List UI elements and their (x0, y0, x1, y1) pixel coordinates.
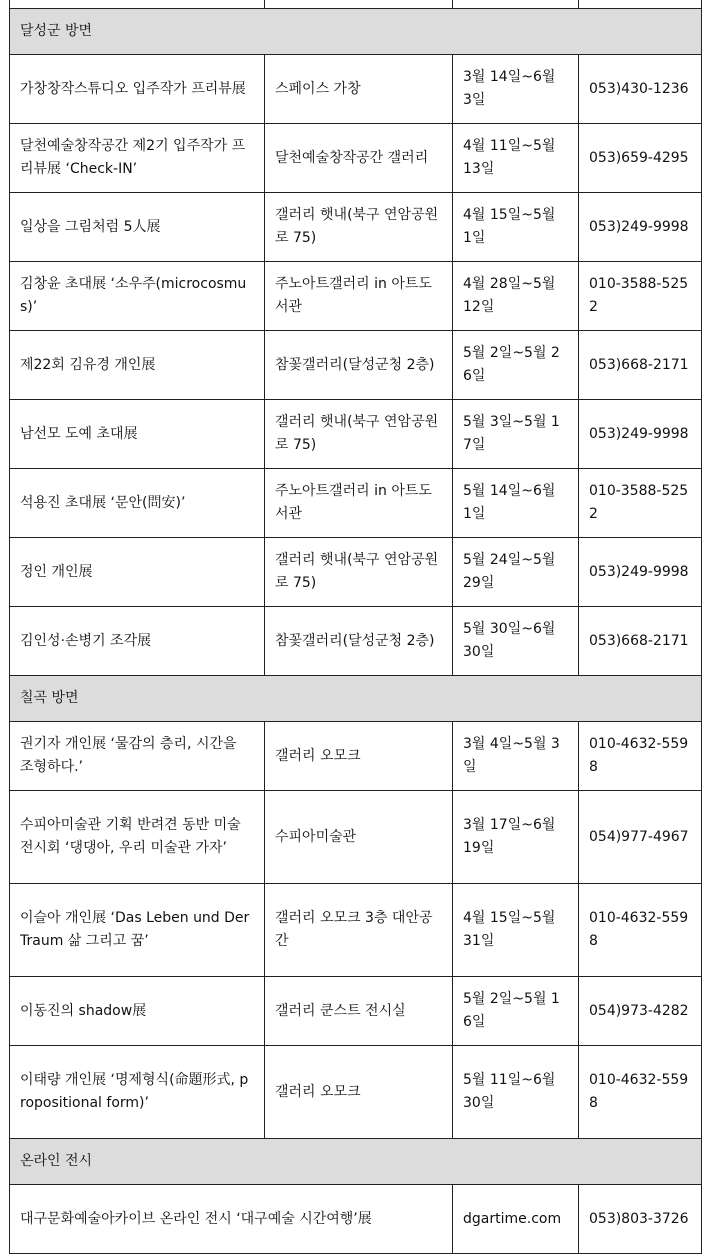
exhibition-venue: 갤러리 햇내(북구 연암공원로 75) (265, 400, 453, 469)
exhibition-name: 남선모 도예 초대展 (10, 400, 265, 469)
exhibition-venue: 수피아미술관 (265, 791, 453, 884)
exhibition-phone: 053)668-2171 (579, 331, 702, 400)
exhibition-date: 4월 15일~5월 31일 (453, 884, 579, 977)
exhibition-venue: 스페이스 가창 (265, 55, 453, 124)
exhibition-name: 제22회 김유경 개인展 (10, 331, 265, 400)
section-header (10, 676, 702, 722)
table-row (10, 124, 702, 193)
section-header (10, 1139, 702, 1185)
exhibition-date: 3월 14일~6월 3일 (453, 55, 579, 124)
exhibition-phone: 053)249-9998 (579, 193, 702, 262)
table-row (10, 722, 702, 791)
table-row (10, 331, 702, 400)
exhibition-phone: 053)803-3726 (579, 1185, 702, 1254)
exhibition-phone: 054)973-4282 (579, 977, 702, 1046)
exhibition-date: 4월 15일~5월 1일 (453, 193, 579, 262)
exhibition-table (9, 0, 702, 1254)
exhibition-venue: 주노아트갤러리 in 아트도서관 (265, 262, 453, 331)
exhibition-date: 5월 2일~5월 16일 (453, 977, 579, 1046)
exhibition-phone: 053)430-1236 (579, 55, 702, 124)
exhibition-name: 대구문화예술아카이브 온라인 전시 ‘대구예술 시간여행’展 (10, 1185, 453, 1254)
exhibition-date: 5월 3일~5월 17일 (453, 400, 579, 469)
table-row (10, 977, 702, 1046)
exhibition-name: 김인성·손병기 조각展 (10, 607, 265, 676)
exhibition-venue: 갤러리 쿤스트 전시실 (265, 977, 453, 1046)
exhibition-date: 5월 24일~5월 29일 (453, 538, 579, 607)
exhibition-date: 4월 28일~5월 12일 (453, 262, 579, 331)
exhibition-venue: 갤러리 오모크 (265, 722, 453, 791)
table-row (10, 193, 702, 262)
exhibition-date: 5월 11일~6월 30일 (453, 1046, 579, 1139)
exhibition-name: 정인 개인展 (10, 538, 265, 607)
table-row (10, 607, 702, 676)
exhibition-venue: 갤러리 오모크 3층 대안공간 (265, 884, 453, 977)
exhibition-name: 권기자 개인展 ‘물감의 층리, 시간을 조형하다.’ (10, 722, 265, 791)
exhibition-date: 4월 11일~5월 13일 (453, 124, 579, 193)
exhibition-venue: dgartime.com (453, 1185, 579, 1254)
exhibition-phone: 054)977-4967 (579, 791, 702, 884)
exhibition-name: 김창윤 초대展 ‘소우주(microcosmus)’ (10, 262, 265, 331)
exhibition-phone: 053)659-4295 (579, 124, 702, 193)
table-row (10, 262, 702, 331)
exhibition-name: 이태량 개인展 ‘명제형식(命題形式, propositional form)’ (10, 1046, 265, 1139)
exhibition-phone: 010-4632-5598 (579, 1046, 702, 1139)
exhibition-venue: 갤러리 오모크 (265, 1046, 453, 1139)
table-row (10, 1185, 702, 1254)
exhibition-phone: 010-3588-5252 (579, 262, 702, 331)
exhibition-name: 석용진 초대展 ‘문안(問安)’ (10, 469, 265, 538)
exhibition-phone: 053)668-2171 (579, 607, 702, 676)
section-title: 온라인 전시 (10, 1139, 702, 1185)
exhibition-venue: 갤러리 햇내(북구 연암공원로 75) (265, 538, 453, 607)
exhibition-phone: 010-3588-5252 (579, 469, 702, 538)
section-title: 칠곡 방면 (10, 676, 702, 722)
section-header (10, 9, 702, 55)
table-row (10, 1046, 702, 1139)
table-row (10, 538, 702, 607)
exhibition-venue: 주노아트갤러리 in 아트도서관 (265, 469, 453, 538)
exhibition-venue: 참꽃갤러리(달성군청 2층) (265, 607, 453, 676)
exhibition-date: 5월 2일~5월 26일 (453, 331, 579, 400)
table-row (10, 55, 702, 124)
exhibition-name: 일상을 그림처럼 5人展 (10, 193, 265, 262)
table-row (10, 884, 702, 977)
exhibition-venue: 달천예술창작공간 갤러리 (265, 124, 453, 193)
exhibition-name: 달천예술창작공간 제2기 입주작가 프리뷰展 ‘Check-IN’ (10, 124, 265, 193)
exhibition-phone: 010-4632-5598 (579, 884, 702, 977)
exhibition-date: 5월 30일~6월 30일 (453, 607, 579, 676)
exhibition-phone: 053)249-9998 (579, 400, 702, 469)
exhibition-name: 이동진의 shadow展 (10, 977, 265, 1046)
table-row (10, 469, 702, 538)
exhibition-venue: 갤러리 햇내(북구 연암공원로 75) (265, 193, 453, 262)
exhibition-phone: 010-4632-5598 (579, 722, 702, 791)
table-row (10, 791, 702, 884)
table-row (10, 0, 702, 9)
table-row (10, 400, 702, 469)
exhibition-date: 5월 14일~6월 1일 (453, 469, 579, 538)
exhibition-phone: 053)249-9998 (579, 538, 702, 607)
exhibition-date: 3월 17일~6월 19일 (453, 791, 579, 884)
exhibition-venue: 참꽃갤러리(달성군청 2층) (265, 331, 453, 400)
exhibition-date: 3월 4일~5월 3일 (453, 722, 579, 791)
exhibition-name: 이슬아 개인展 ‘Das Leben und Der Traum 삶 그리고 꿈’ (10, 884, 265, 977)
section-title: 달성군 방면 (10, 9, 702, 55)
exhibition-name: 가창창작스튜디오 입주작가 프리뷰展 (10, 55, 265, 124)
exhibition-name: 수피아미술관 기획 반려견 동반 미술 전시회 ‘댕댕아, 우리 미술관 가자’ (10, 791, 265, 884)
